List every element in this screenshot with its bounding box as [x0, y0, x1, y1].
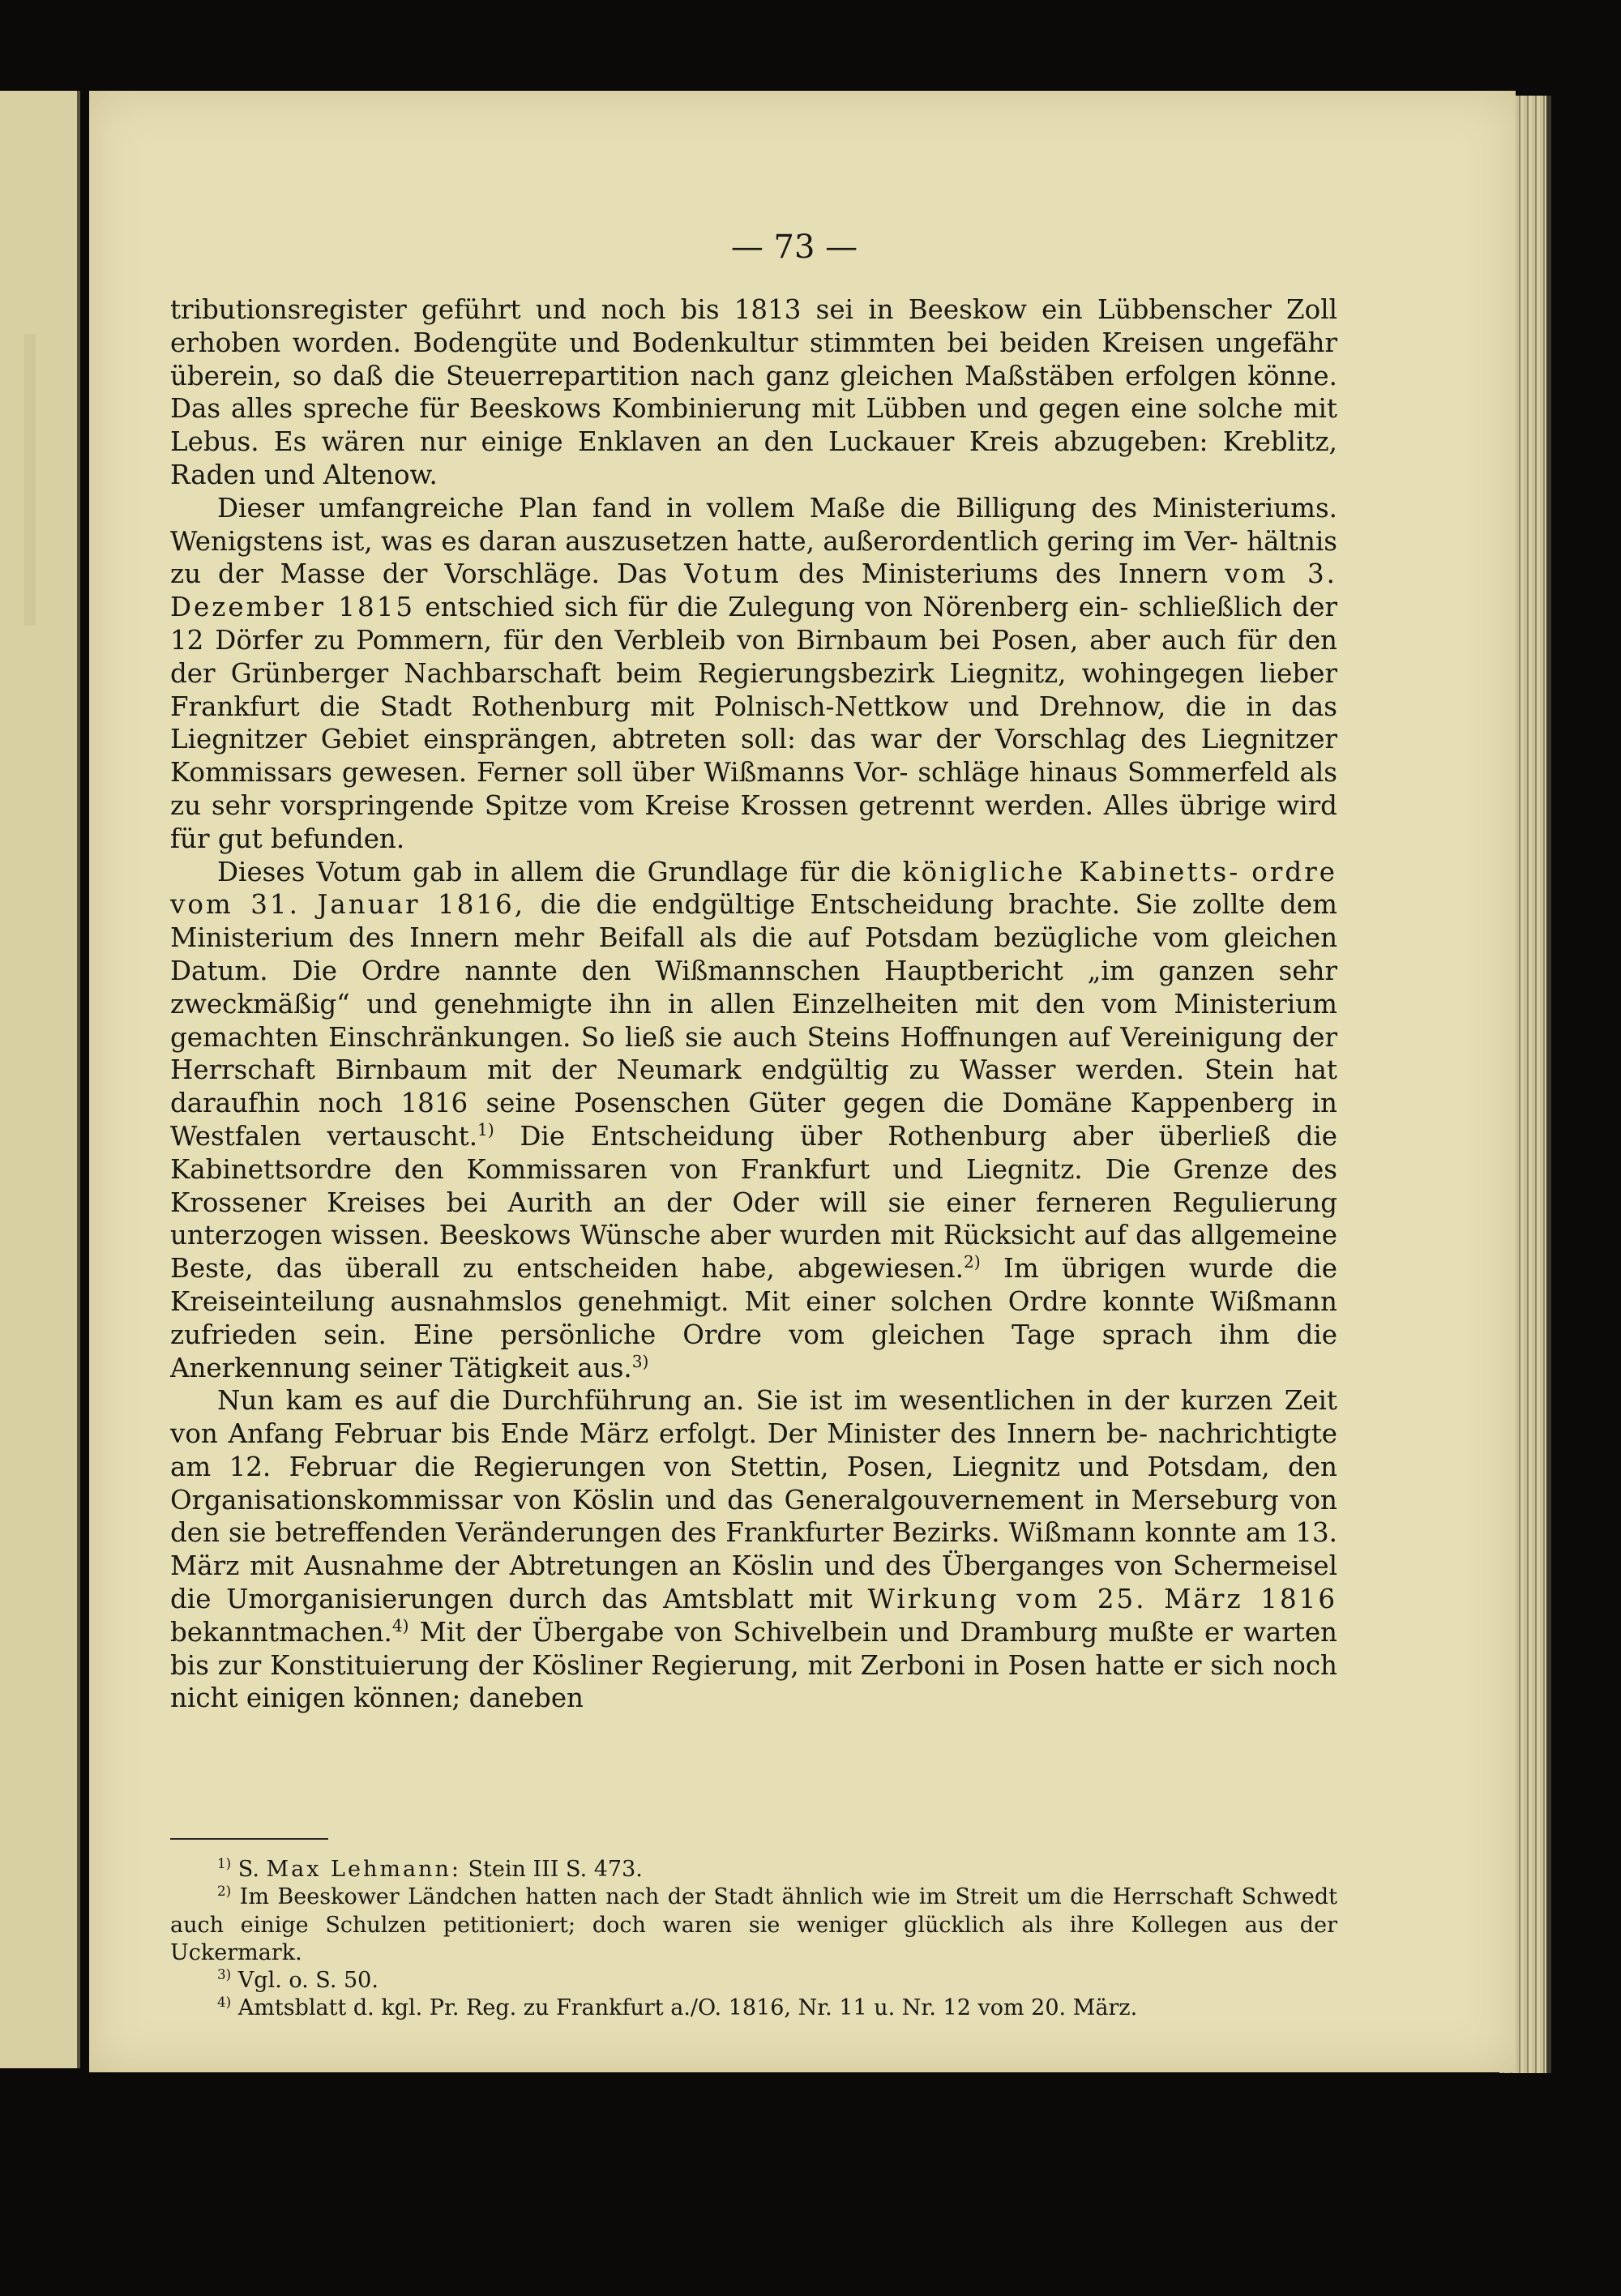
body-text: [170, 293, 1337, 1715]
footnote-ref-1: 1): [477, 1120, 494, 1140]
footnote-divider: [170, 1838, 328, 1840]
footnote-2: $^{2)}$ Im Beeskower Ländchen hatten nach der Stadt ähnlich wie im Streit um die Herrschaft Schwedt auch einige Schulzen petitioniert; doch waren sie weniger glücklich als ihre Kollegen aus der Uckermark.: [170, 1883, 1337, 1965]
footnote-1: $^{1)}$ S. Max Lehmann: Stein III S. 473.: [217, 1855, 643, 1882]
footnote-ref-3: 3): [631, 1351, 649, 1371]
paragraph-3: Dieses Votum gab in allem die Grundlage für die königliche Kabinetts- ordre vom 31. Januar 1816, die die endgültige Entscheidung brachte. Sie zollte dem Ministerium des Innern mehr Beifall als die auf Potsdam bezügliche vom gleichen Datum. Die Ordre nannte den Wißmannschen Hauptbericht „im ganzen sehr zweckmäßig“ und genehmigte ihn in allen Einzelheiten mit den vom Ministerium gemachten Einschränkungen. So ließ sie auch Steins Hoffnungen auf Vereinigung der Herrschaft Birnbaum mit der Neumark endgültig zu Wasser werden. Stein hat daraufhin noch 1816 seine Posenschen Güter gegen die Domäne Kappenberg in Westfalen vertauscht.$^{1)}$ Die Entscheidung über Rothenburg aber überließ die Kabinettsordre den Kommissaren von Frankfurt und Liegnitz. Die Grenze des Krossener Kreises bei Aurith an der Oder will sie einer ferneren Regulierung unterzogen wissen. Beeskows Wünsche aber wurden mit Rücksicht auf das allgemeine Beste, das überall zu entscheiden habe, abgewiesen.$^{2)}$ Im übrigen wurde die Kreiseinteilung ausnahmslos genehmigt. Mit einer solchen Ordre konnte Wißmann zufrieden sein. Eine persönliche Ordre vom gleichen Tage sprach ihm die Anerkennung seiner Tätigkeit aus.$^{3)}$: [170, 856, 1337, 1383]
footnote-4: $^{4)}$ Amtsblatt d. kgl. Pr. Reg. zu Frankfurt a./O. 1816, Nr. 11 u. Nr. 12 vom 20. März.: [217, 1994, 1138, 2021]
book-page: [89, 91, 1516, 2072]
page-number: — 73 —: [730, 229, 858, 266]
footnotes: [170, 1856, 1337, 2023]
paragraph-1: tributionsregister geführt und noch bis 1813 sei in Beeskow ein Lübbenscher Zoll erhoben worden. Bodengüte und Bodenkultur stimmten bei beiden Kreisen ungefähr überein, so daß die Steuerrepartition nach ganz gleichen Maßstäben erfolgen könne. Das alles spreche für Beeskows Kombinierung mit Lübben und gegen eine solche mit Lebus. Es wären nur einige Enklaven an den Luckauer Kreis abzugeben: Kreblitz, Raden und Altenow.: [170, 294, 1337, 490]
footnote-3: $^{3)}$ Vgl. o. S. 50.: [217, 1966, 379, 1994]
left-page-edge: [0, 91, 80, 2068]
footnote-ref-2: 2): [964, 1252, 981, 1272]
paragraph-4: Nun kam es auf die Durchführung an. Sie ist im wesentlichen in der kurzen Zeit von Anfang Februar bis Ende März erfolgt. Der Minister des Innern be- nachrichtigte am 12. Februar die Regierungen von Stettin, Posen, Liegnitz und Potsdam, den Organisationskommissar von Köslin und das Generalgouvernement in Merseburg von den sie betreffenden Veränderungen des Frankfurter Bezirks. Wißmann konnte am 13. März mit Ausnahme der Abtretungen an Köslin und des Überganges von Schermeisel die Umorganisierungen durch das Amtsblatt mit Wirkung vom 25. März 1816 bekanntmachen.$^{4)}$ Mit der Übergabe von Schivelbein und Dramburg mußte er warten bis zur Konstituierung der Kösliner Regierung, mit Zerboni in Posen hatte er sich noch nicht einigen können; daneben: [170, 1385, 1338, 1714]
footnote-ref-4: 4): [391, 1616, 409, 1636]
paragraph-2: Dieser umfangreiche Plan fand in vollem Maße die Billigung des Ministeriums. Wenigstens ist, was es daran auszusetzen hatte, außerordentlich gering im Ver- hältnis zu der Masse der Vorschläge. Das Votum des Ministeriums des Innern vom 3. Dezember 1815 entschied sich für die Zulegung von Nörenberg ein- schließlich der 12 Dörfer zu Pommern, für den Verbleib von Birnbaum bei Posen, aber auch für den der Grünberger Nachbarschaft beim Regierungsbezirk Liegnitz, wohingegen lieber Frankfurt die Stadt Rothenburg mit Polnisch-Nettkow und Drehnow, die in das Liegnitzer Gebiet einsprängen, abtreten soll: das war der Vorschlag des Liegnitzer Kommissars gewesen. Ferner soll über Wißmanns Vor- schläge hinaus Sommerfeld als zu sehr vorspringende Spitze vom Kreise Krossen getrennt werden. Alles übrige wird für gut befunden.: [170, 492, 1337, 854]
